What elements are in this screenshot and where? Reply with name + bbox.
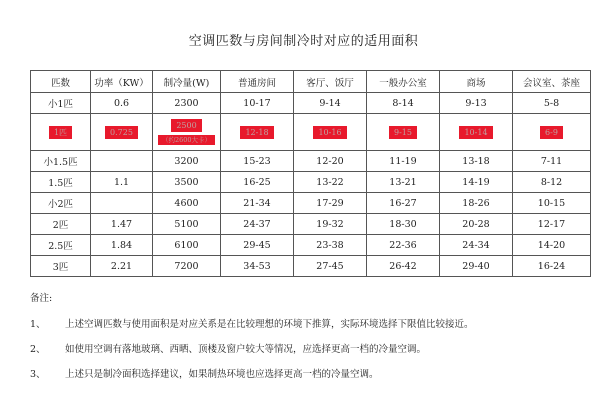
header-cell: 匹数 xyxy=(31,71,91,93)
table-cell: 2匹 xyxy=(31,214,91,235)
header-cell: 制冷量(W) xyxy=(153,71,221,93)
note-item xyxy=(30,316,590,330)
highlight-mark: 10-14 xyxy=(459,126,492,139)
table-cell: 小1匹 xyxy=(31,93,91,114)
table-cell: 9-14 xyxy=(294,93,367,114)
note-number: 3、 xyxy=(30,369,46,380)
table-cell: 22-36 xyxy=(367,235,440,256)
table-cell: 1.1 xyxy=(91,172,153,193)
table-cell: 11-19 xyxy=(367,151,440,172)
table-cell: 29-45 xyxy=(221,235,294,256)
table-row xyxy=(31,193,591,214)
note-text: 上述空调匹数与使用面积是对应关系是在比较理想的环境下推算，实际环境选择下限值比较接近。 xyxy=(65,319,474,330)
table-cell: 8-14 xyxy=(367,93,440,114)
table-cell: 9-13 xyxy=(440,93,513,114)
table-cell: 3200 xyxy=(153,151,221,172)
table-cell: 20-28 xyxy=(440,214,513,235)
table-cell: 2.21 xyxy=(91,256,153,277)
table-cell: 18-26 xyxy=(440,193,513,214)
table-cell: 21-34 xyxy=(221,193,294,214)
table-cell: 24-34 xyxy=(440,235,513,256)
highlight-mark: 0.725 xyxy=(105,126,138,139)
table-cell xyxy=(91,151,153,172)
table-cell: 2.5匹 xyxy=(31,235,91,256)
table-cell: 34-53 xyxy=(221,256,294,277)
table-cell: 1.5匹 xyxy=(31,172,91,193)
table-cell: 7-11 xyxy=(513,151,591,172)
table-cell: 12-17 xyxy=(513,214,591,235)
table-cell: 16-27 xyxy=(367,193,440,214)
table-cell: 6100 xyxy=(153,235,221,256)
highlight-mark: 10-16 xyxy=(313,126,346,139)
table-cell: 15-23 xyxy=(221,151,294,172)
table-row xyxy=(31,93,591,114)
highlight-note: （约2600大卡） xyxy=(158,135,215,145)
note-text: 如使用空调有落地玻璃、西晒、顶楼及窗户较大等情况，应选择更高一档的冷量空调。 xyxy=(65,344,427,355)
table-row xyxy=(31,235,591,256)
header-cell: 一般办公室 xyxy=(367,71,440,93)
table-cell xyxy=(221,114,294,151)
notes-section xyxy=(30,290,590,391)
notes-heading: 备注: xyxy=(30,293,53,304)
highlight-mark: 9-15 xyxy=(389,126,417,139)
highlight-mark: 1匹 xyxy=(49,126,72,139)
table-row xyxy=(31,214,591,235)
table-cell: 16-25 xyxy=(221,172,294,193)
table-cell xyxy=(294,114,367,151)
table-header-row xyxy=(31,71,591,93)
table-cell: 10-15 xyxy=(513,193,591,214)
table-cell: 7200 xyxy=(153,256,221,277)
table-cell: 26-42 xyxy=(367,256,440,277)
page-title: 空调匹数与房间制冷时对应的适用面积 xyxy=(188,34,419,49)
table-cell: 13-18 xyxy=(440,151,513,172)
table-cell: 5-8 xyxy=(513,93,591,114)
table-cell xyxy=(367,114,440,151)
table-row xyxy=(31,256,591,277)
highlight-mark: 6-9 xyxy=(540,126,563,139)
note-item xyxy=(30,366,590,380)
table-cell: 5100 xyxy=(153,214,221,235)
table-cell: 8-12 xyxy=(513,172,591,193)
note-text: 上述只是制冷面积选择建议，如果制热环境也应选择更高一档的冷量空调。 xyxy=(65,369,379,380)
table-cell xyxy=(440,114,513,151)
table-cell xyxy=(153,114,221,151)
table-cell: 1.84 xyxy=(91,235,153,256)
table-cell: 3500 xyxy=(153,172,221,193)
table-cell: 13-21 xyxy=(367,172,440,193)
table-row xyxy=(31,151,591,172)
table-cell: 1.47 xyxy=(91,214,153,235)
highlight-mark: 2500 xyxy=(171,119,201,132)
table-cell xyxy=(31,114,91,151)
table-cell: 小1.5匹 xyxy=(31,151,91,172)
table-cell: 2300 xyxy=(153,93,221,114)
table-cell: 10-17 xyxy=(221,93,294,114)
table-cell: 19-32 xyxy=(294,214,367,235)
table-cell: 27-45 xyxy=(294,256,367,277)
header-cell: 客厅、饭厅 xyxy=(294,71,367,93)
highlight-mark: 12-18 xyxy=(240,126,273,139)
header-cell: 商场 xyxy=(440,71,513,93)
table-cell: 23-38 xyxy=(294,235,367,256)
header-cell: 功率（KW） xyxy=(91,71,153,93)
table-cell: 小2匹 xyxy=(31,193,91,214)
table-cell: 14-19 xyxy=(440,172,513,193)
table-cell: 17-29 xyxy=(294,193,367,214)
table-cell: 18-30 xyxy=(367,214,440,235)
note-number: 2、 xyxy=(30,344,46,355)
note-item xyxy=(30,341,590,355)
table-cell: 13-22 xyxy=(294,172,367,193)
header-cell: 普通房间 xyxy=(221,71,294,93)
table-row-highlighted xyxy=(31,114,591,151)
table-cell: 29-40 xyxy=(440,256,513,277)
table-cell: 12-20 xyxy=(294,151,367,172)
ac-area-table xyxy=(30,70,591,277)
table-cell xyxy=(91,193,153,214)
table-cell: 14-20 xyxy=(513,235,591,256)
table-cell: 0.6 xyxy=(91,93,153,114)
table-cell xyxy=(513,114,591,151)
table-row xyxy=(31,172,591,193)
table-cell: 4600 xyxy=(153,193,221,214)
table-cell: 24-37 xyxy=(221,214,294,235)
note-number: 1、 xyxy=(30,319,46,330)
header-cell: 会议室、茶座 xyxy=(513,71,591,93)
table-cell xyxy=(91,114,153,151)
table-cell: 3匹 xyxy=(31,256,91,277)
table-cell: 16-24 xyxy=(513,256,591,277)
